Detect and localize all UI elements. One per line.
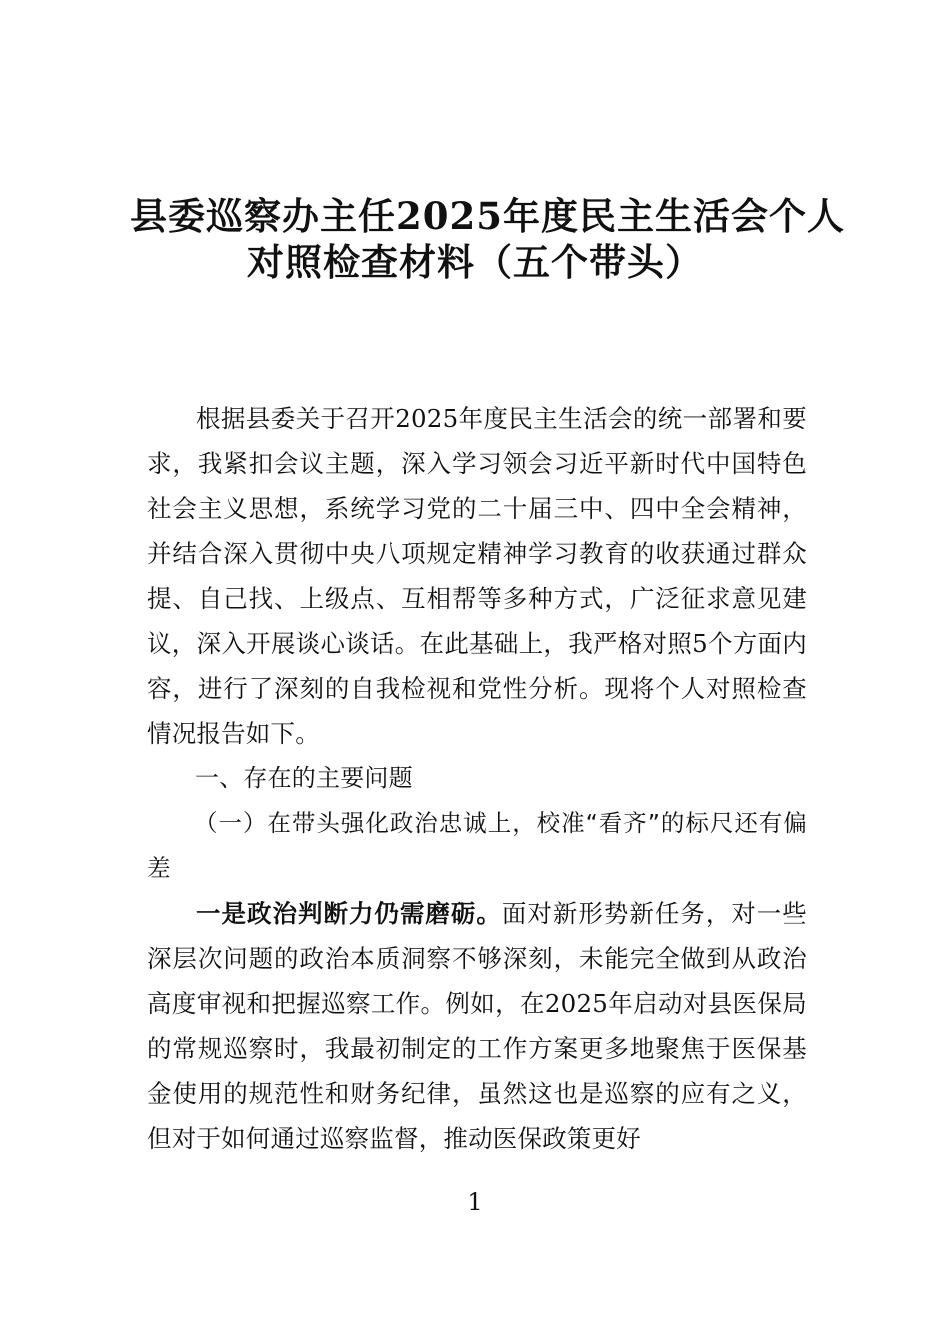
point-paragraph <box>147 891 807 1161</box>
subsection-heading: （一）在带头强化政治忠诚上，校准“看齐”的标尺还有偏差 <box>147 809 807 882</box>
section-heading: 一、存在的主要问题 <box>195 764 413 792</box>
document-body <box>147 396 807 1161</box>
point-text: 面对新形势新任务，对一些深层次问题的政治本质洞察不够深刻，未能完全做到从政治高度审视和把握巡察工作。例如，在2025年启动对县医保局的常规巡察时，我最初制定的工作方案更多地聚焦于医保基金使用的规范性和财务纪律，虽然这也是巡察的应有之义，但对于如何通过巡察监督，推动医保政策更好 <box>147 899 807 1153</box>
page-number: 1 <box>467 1188 483 1216</box>
document-title-line-2: 对照检查材料（五个带头） <box>247 240 703 284</box>
point-lead: 一是政治判断力仍需磨砺。 <box>196 899 502 928</box>
intro-paragraph: 根据县委关于召开2025年度民主生活会的统一部署和要求，我紧扣会议主题，深入学习领会习近平新时代中国特色社会主义思想，系统学习党的二十届三中、四中全会精神，并结合深入贯彻中央八项规定精神学习教育的收获通过群众提、自己找、上级点、互相帮等多种方式，广泛征求意见建议，深入开展谈心谈话。在此基础上，我严格对照5个方面内容，进行了深刻的自我检视和党性分析。现将个人对照检查情况报告如下。 <box>147 404 807 748</box>
document-title-line-1: 县委巡察办主任2025年度民主生活会个人 <box>130 194 845 238</box>
